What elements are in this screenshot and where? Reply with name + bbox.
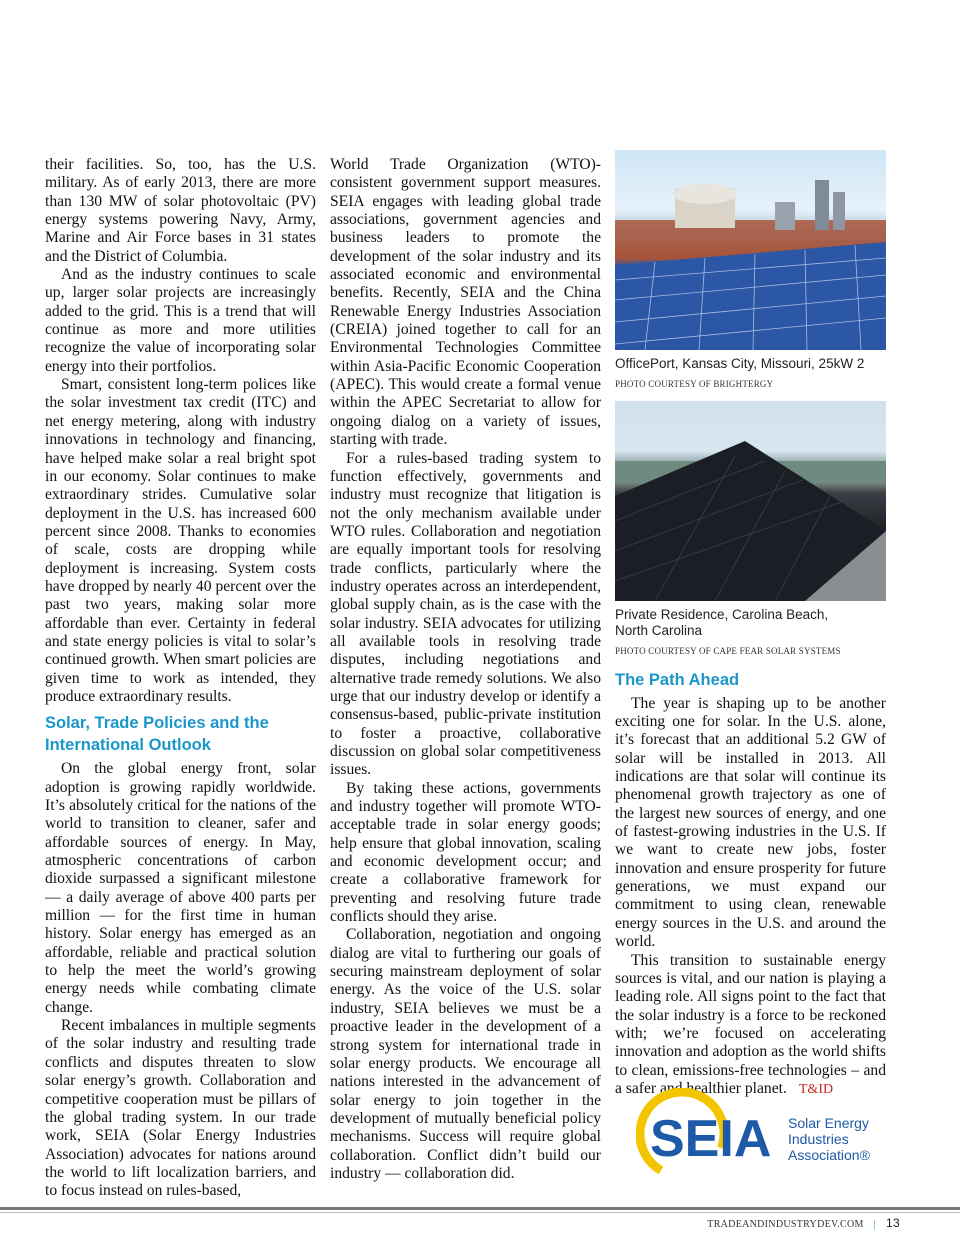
paragraph: [615, 952, 886, 1100]
seia-tagline-line2: Industries: [788, 1131, 849, 1147]
paragraph: On the global energy front, solar adoption is growing rapidly worldwide. It’s absolutely critical for the nations of the world to transition to cleaner, safer and affordable sources of energy. In May, atmospheric concentrations of carbon dioxide surpassed a significant milestone — a daily average of above 400 parts per million — for the first time in human history. Solar energy has emerged as an affordable, reliable and practical solution to help the meet the world’s growing energy needs while combating climate change.: [45, 760, 316, 1016]
end-mark: T&ID: [798, 1081, 834, 1097]
seia-wordmark: SEIA: [650, 1110, 772, 1168]
paragraph: World Trade Organization (WTO)-consistent government support measures. SEIA engages with leading global trade associations, government agencies and business leaders to promote the development of the solar industry and its associated economic and environmental benefits. Recently, SEIA and the China Renewable Energy Industries Association (CREIA) joined together to call for an Environmental Technologies Committee within Asia-Pacific Economic Cooperation (APEC). This would create a formal venue within the APEC Secretariat to allow for ongoing dialog on a variety of issues, starting with trade.: [330, 156, 601, 449]
paragraph: By taking these actions, governments and industry together will promote WTO-acceptable trade in solar energy goods; help ensure that global innovation, scaling and economic development occur; and create a collaborative framework for preventing and resolving future trade conflicts should they arise.: [330, 779, 601, 926]
paragraph: their facilities. So, too, has the U.S. military. As of early 2013, there are more than 130 MW of solar photovoltaic (PV) energy systems powering Navy, Army, Marine and Air Force bases in 31 states and the District of Columbia.: [45, 156, 316, 265]
article-column-2: [330, 156, 601, 1183]
photo-officeport-solar-array: [615, 150, 886, 350]
photo-caption: [615, 607, 886, 639]
caption-line: Private Residence, Carolina Beach,: [615, 607, 829, 623]
photo-credit: PHOTO COURTESY OF CAPE FEAR SOLAR SYSTEMS: [615, 646, 841, 657]
paragraph: Recent imbalances in multiple segments of the solar industry and resulting trade conflicts and disputes threaten to slow solar energy’s growth. Collaboration and competitive cooperation must be pillars of the global trading system. In our trade work, SEIA (Solar Energy Industries Association) advocates for nations around the world to lift localization barriers, and to focus instead on rules-based,: [45, 1017, 316, 1200]
seia-logo: [636, 1088, 876, 1180]
paragraph: For a rules-based trading system to function effectively, governments and industry must recognize that litigation is not the only mechanism available under WTO rules. Collaboration and negotiation are equally important tools for resolving trade conflicts, particularly where the industry operates across an interdependent, global supply chain, as is the case with the solar industry. SEIA advocates for utilizing all available tools in resolving trade disputes, including negotiations and alternative trade remedy solutions. We also urge that our industry develop or identify a consensus-based, public-private institution to foster a proactive, collaborative discussion on global solar competitiveness issues.: [330, 449, 601, 779]
paragraph-text: This transition to sustainable energy sources is vital, and our nation is playing a leading role. All signs point to the fact that the solar industry is a force to be reckoned with; we’re focused on accelerating innovation and adoption as the world shifts to clean, emissions-free technologies – and a safer and healthier planet.: [615, 951, 886, 1097]
page-number: 13: [886, 1216, 900, 1230]
photo-residence-solar-roof: [615, 401, 886, 601]
paragraph: And as the industry continues to scale up, larger solar projects are increasingly added to the grid. This is a trend that will continue as more and more utilities recognize the value of incorporating solar energy into their portfolios.: [45, 266, 316, 375]
seia-tagline-line3: Association®: [788, 1147, 870, 1163]
footer-site: TRADEANDINDUSTRYDEV.COM: [707, 1219, 864, 1230]
seia-tagline-line1: Solar Energy: [788, 1115, 869, 1131]
residential-roof-panels-illustration: [615, 401, 886, 601]
paragraph: The year is shaping up to be another exciting one for solar. In the U.S. alone, it’s forecast that an additional 5.2 GW of solar will be installed in 2013. All indications are that solar will continue its phenomenal growth trajectory as one of the largest new sources of energy, and one of fastest-growing industries in the U.S. If we want to create new jobs, foster innovation and ensure prosperity for future generations, we must expand our commitment to using clean, renewable energy sources in the U.S. and around the world.: [615, 694, 886, 951]
rooftop-solar-panels-illustration: [615, 150, 886, 350]
photo-credit: PHOTO COURTESY OF BRIGHTERGY: [615, 379, 774, 389]
photo-caption: OfficePort, Kansas City, Missouri, 25kW 2: [615, 356, 865, 371]
paragraph: Collaboration, negotiation and ongoing dialog are vital to furthering our goals of securing mainstream deployment of solar energy. As the voice of the U.S. solar industry, SEIA believes we must be a proactive leader in the development of a strong system for international trade in solar energy products. We encourage all nations interested in the advancement of solar energy to join together in the development of mutually beneficial policy mechanisms. Success will require global collaboration. Conflict didn’t build our industry — collaboration did.: [330, 926, 601, 1182]
footer-rule-thin: [0, 1212, 960, 1213]
paragraph: Smart, consistent long-term polices like the solar investment tax credit (ITC) and net energy metering, along with industry innovations in technology and financing, have helped make solar a real bright spot in our economy. Solar continues to make extraordinary strides. Cumulative solar deployment in the U.S. has increased 600 percent since 2008. Thanks to economies of scale, costs are dropping while deployment is increasing. System costs have dropped by nearly 40 percent over the past two years, making solar more affordable than ever. Certainty in federal and state energy policies is vital to solar’s continued growth. When smart policies are given time to work as intended, they produce extraordinary results.: [45, 376, 316, 705]
footer-rule: [0, 1207, 960, 1210]
seia-logo-graphic: [636, 1088, 876, 1180]
footer-separator: |: [873, 1219, 877, 1230]
article-column-1: [45, 156, 316, 1201]
page-footer: [707, 1216, 900, 1230]
caption-line: North Carolina: [615, 623, 703, 639]
article-column-3: [615, 150, 886, 1099]
section-heading-trade-policies: Solar, Trade Policies and the International Outlook: [45, 714, 269, 755]
section-heading-path-ahead: The Path Ahead: [615, 670, 740, 689]
